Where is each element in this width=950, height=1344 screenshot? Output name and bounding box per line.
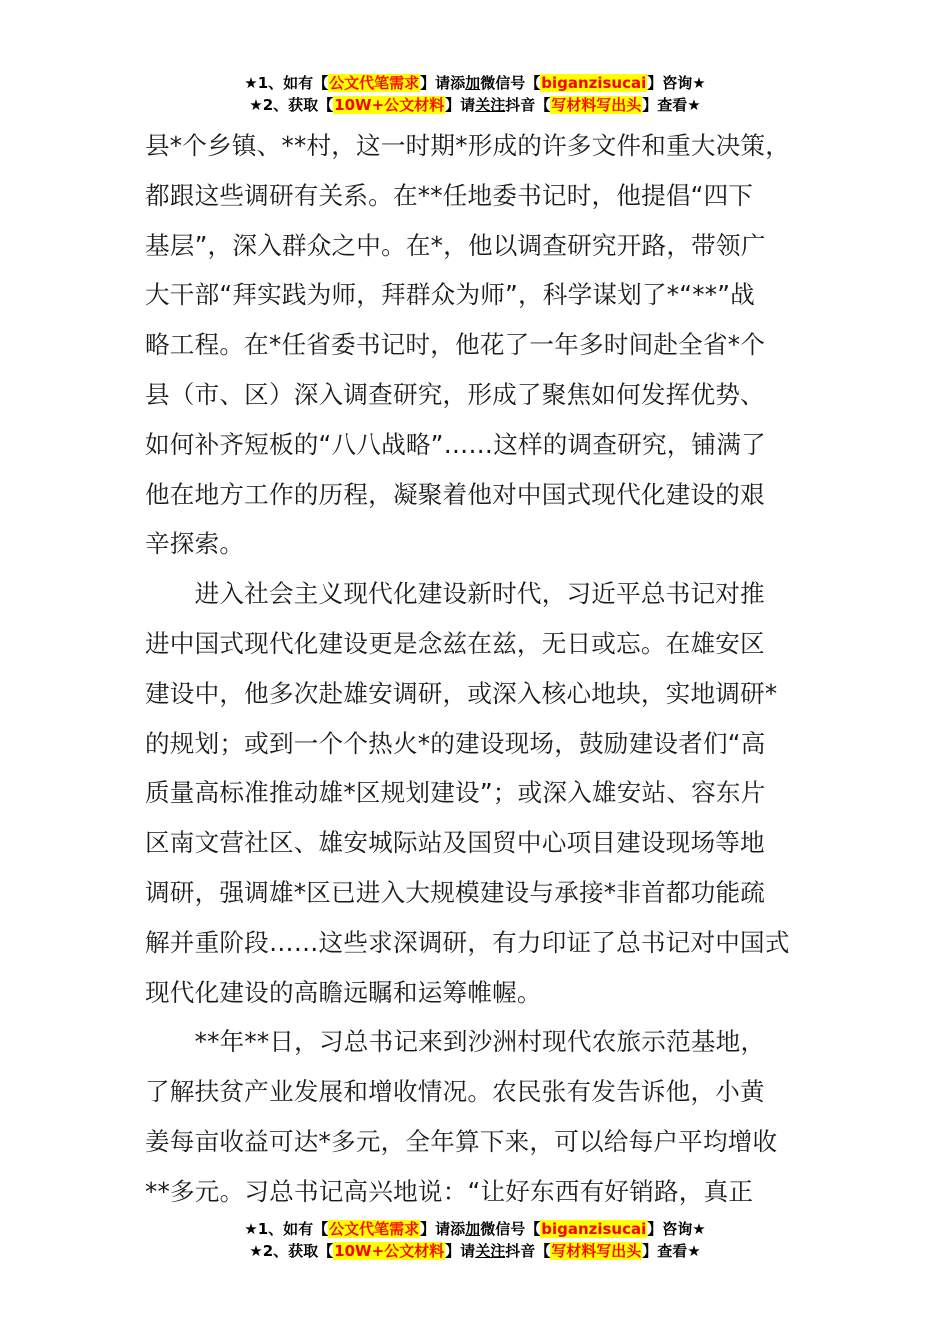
body-line: 县（市、区）深入调查研究，形成了聚焦如何发挥优势、 [145,379,765,409]
body-line: 质量高标准推动雄*区规划建设”；或深入雄安站、容东片 [145,778,766,808]
body-line: **多元。习总书记高兴地说：“让好东西有好销路，真正 [145,1176,754,1206]
star-icon: ★ [249,1242,263,1260]
douyin-account: 写材料写出头 [551,96,642,114]
star-icon: ★ [249,96,263,114]
promo-line-2: ★2、获取【10W+公文材料】请关注抖音【写材料写出头】查看★ [249,1242,701,1260]
promo-line-1: ★1、如有【公文代笔需求】请添加微信号【biganzisucai】咨询★ [244,74,706,92]
footer-promo-banner [0,1218,950,1262]
douyin-account: 写材料写出头 [551,1242,642,1260]
body-line: 的规划；或到一个个热火*的建设现场，鼓励建设者们“高 [145,728,766,758]
promo-highlight: 公文代笔需求 [329,1220,420,1238]
body-line: 进中国式现代化建设更是念兹在兹，无日或忘。在雄安区 [145,628,765,658]
star-icon: ★ [687,1242,701,1260]
body-line: 如何补齐短板的“八八战略”……这样的调查研究，铺满了 [145,429,766,459]
body-line: 现代化建设的高瞻远瞩和运筹帷幄。 [145,977,542,1007]
promo-line-2: ★2、获取【10W+公文材料】请关注抖音【写材料写出头】查看★ [249,96,701,114]
promo-highlight: 公文代笔需求 [329,74,420,92]
promo-highlight: 10W+公文材料 [334,96,445,114]
header-promo-banner [0,72,950,116]
body-line: 辛探索。 [145,529,245,559]
body-line: 略工程。在*任省委书记时，他花了一年多时间赴全省*个 [145,330,766,360]
body-line: 县*个乡镇、**村，这一时期*形成的许多文件和重大决策， [145,131,791,160]
body-line: 区南文营社区、雄安城际站及国贸中心项目建设现场等地 [145,828,765,858]
document-body [145,121,805,1217]
body-line: 基层”，深入群众之中。在*，他以调查研究开路，带领广 [145,230,766,260]
body-line: 都跟这些调研有关系。在**任地委书记时，他提倡“四下 [145,180,754,210]
star-icon: ★ [687,96,701,114]
star-icon: ★ [244,74,258,92]
star-icon: ★ [692,74,706,92]
promo-line-1: ★1、如有【公文代笔需求】请添加微信号【biganzisucai】咨询★ [244,1220,706,1238]
body-line: 建设中，他多次赴雄安调研，或深入核心地块，实地调研* [145,678,778,708]
body-line: 他在地方工作的历程，凝聚着他对中国式现代化建设的艰 [145,479,765,509]
wechat-id: biganzisucai [541,1220,647,1238]
body-line: 了解扶贫产业发展和增收情况。农民张有发告诉他，小黄 [145,1077,765,1107]
body-line: 大干部“拜实践为师，拜群众为师”，科学谋划了*“**”战 [145,280,755,310]
star-icon: ★ [692,1220,706,1238]
body-line: 调研，强调雄*区已进入大规模建设与承接*非首都功能疏 [145,877,766,907]
wechat-id: biganzisucai [541,74,647,92]
body-line: **年**日，习总书记来到沙洲村现代农旅示范基地， [145,1027,766,1057]
star-icon: ★ [244,1220,258,1238]
body-line: 姜每亩收益可达*多元，全年算下来，可以给每户平均增收 [145,1126,778,1156]
promo-highlight: 10W+公文材料 [334,1242,445,1260]
body-line: 解并重阶段……这些求深调研，有力印证了总书记对中国式 [145,927,790,957]
body-line: 进入社会主义现代化建设新时代，习近平总书记对推 [145,579,765,609]
